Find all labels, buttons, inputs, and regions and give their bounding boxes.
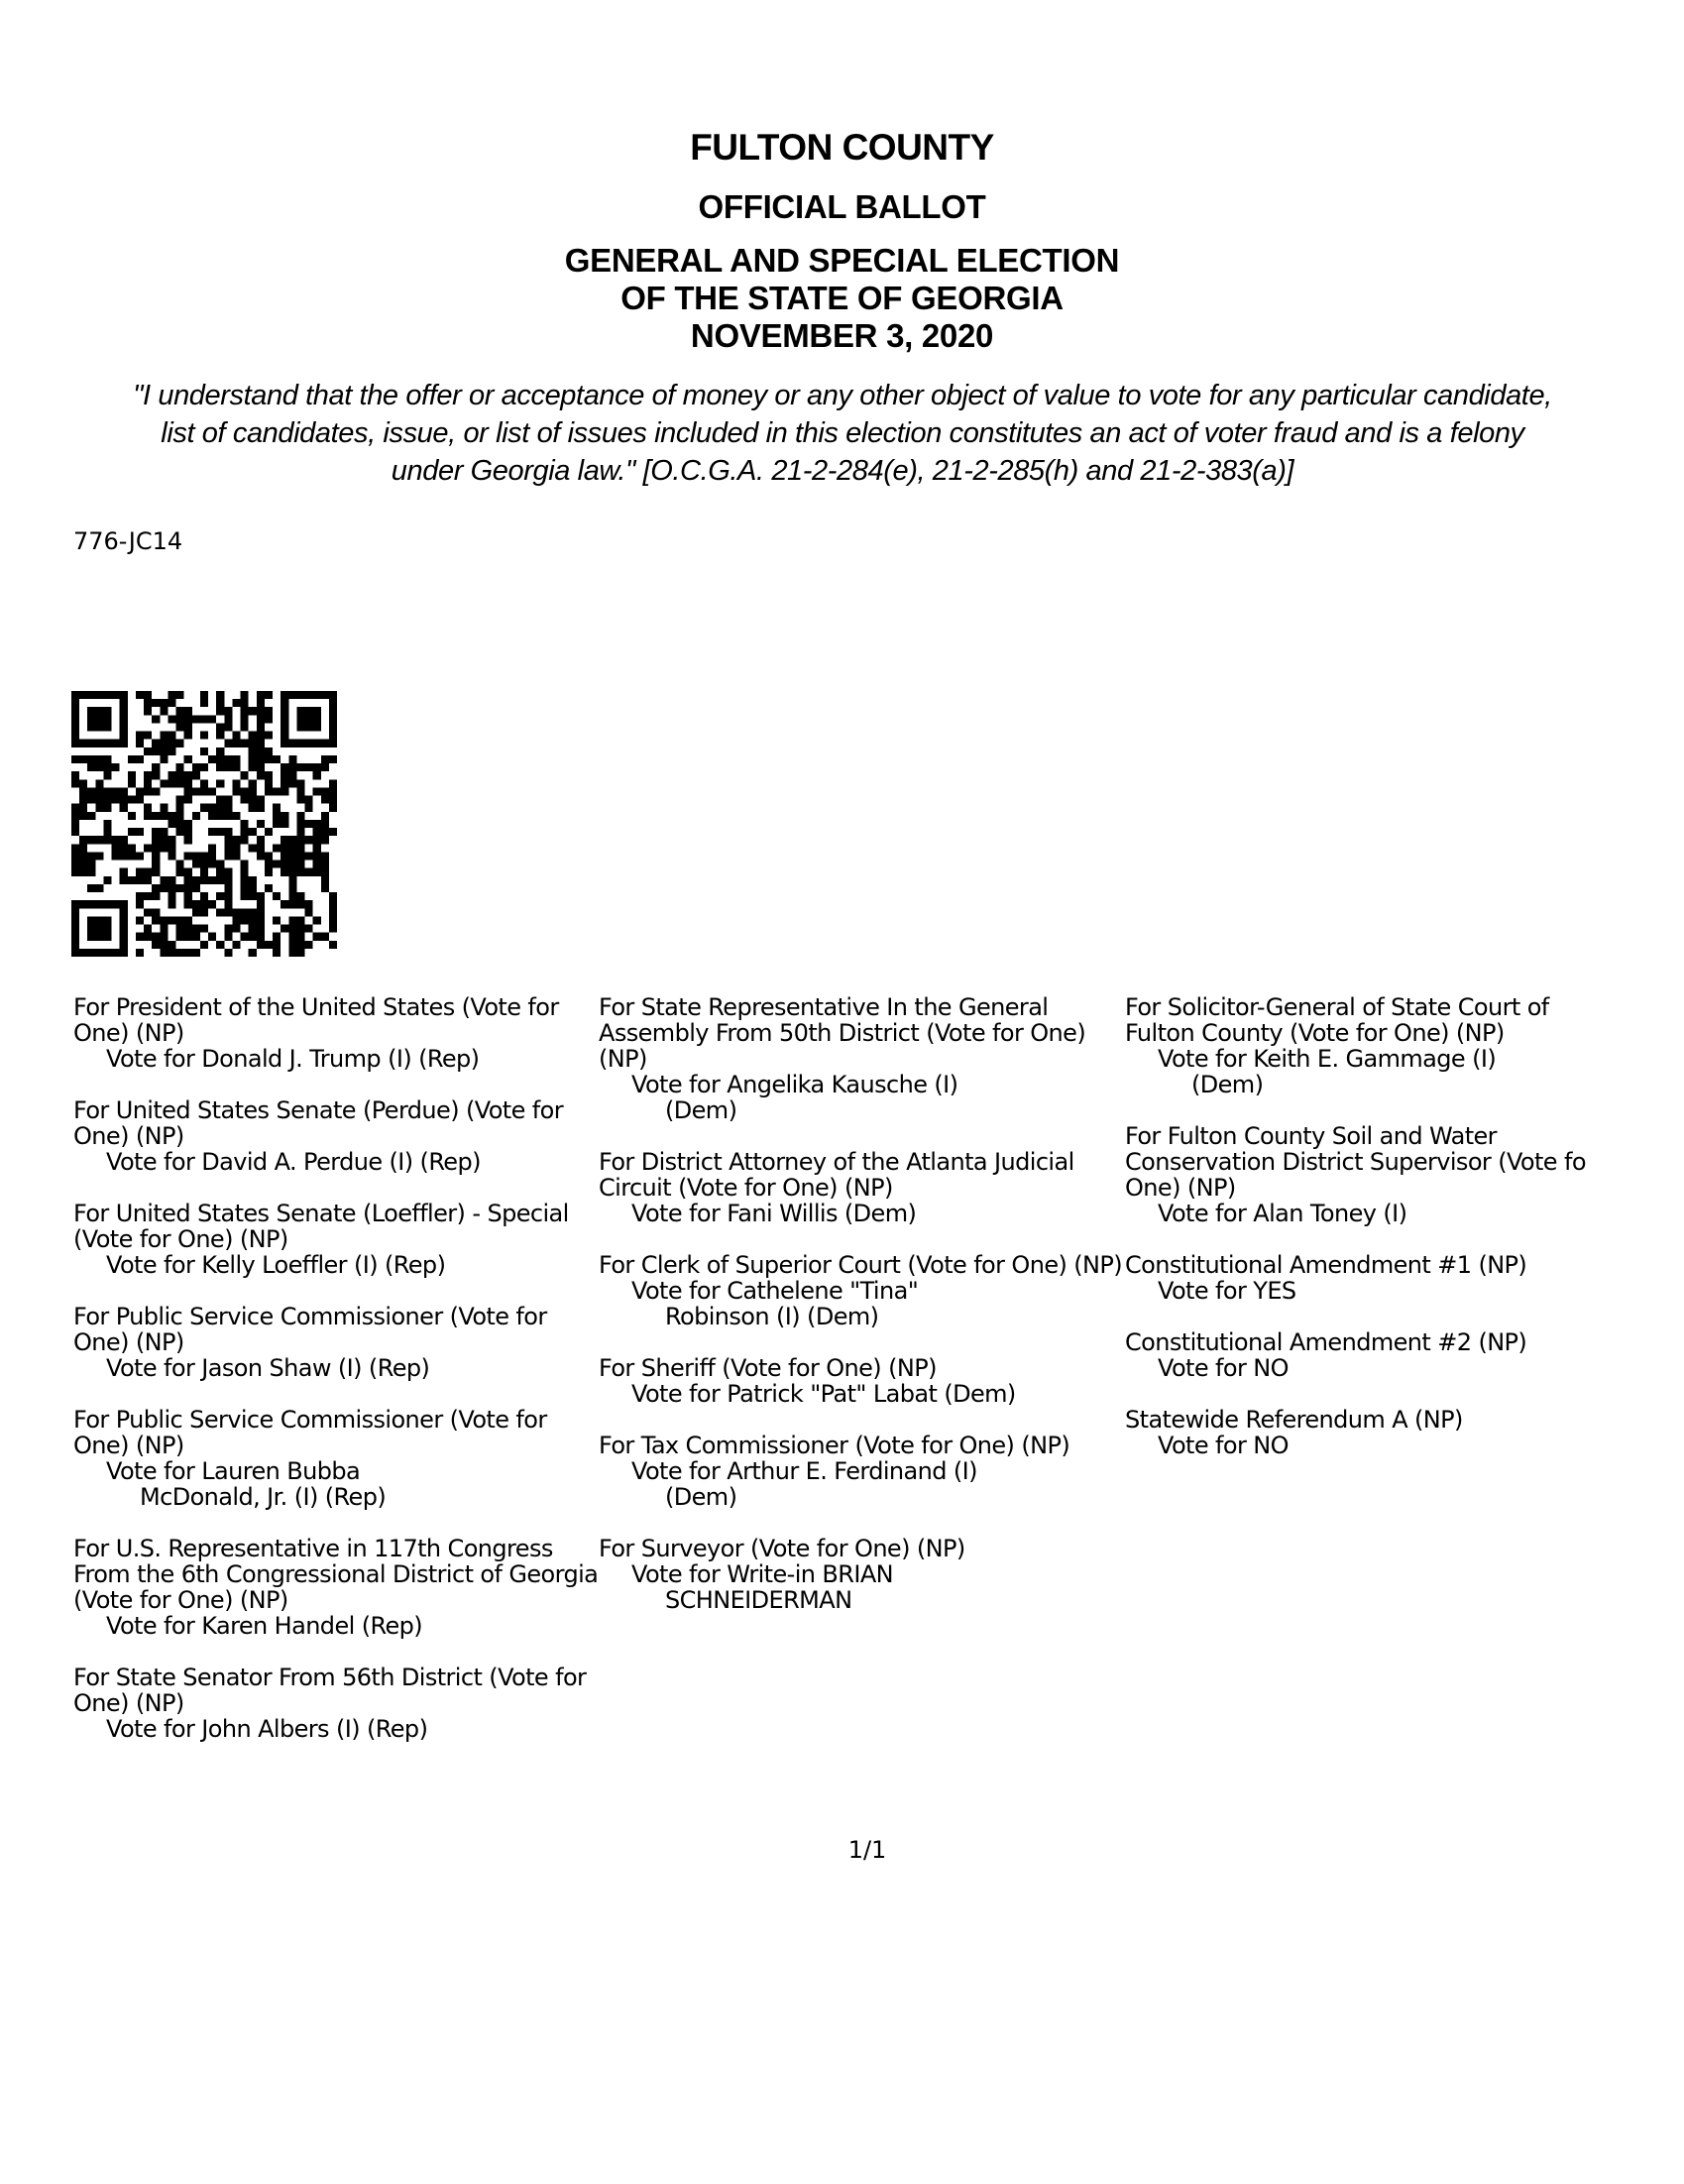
race-title: For U.S. Representative in 117th Congress From the 6th Congressional District of Georgia (Vote for One) (NP) [73, 1535, 599, 1614]
ballot-column-1 [73, 994, 599, 1768]
race-vote [599, 1278, 1124, 1329]
race-title: For Surveyor (Vote for One) (NP) [599, 1535, 965, 1562]
race-entry [73, 1097, 599, 1175]
vote-selection-cont: (Dem) [665, 1483, 737, 1511]
race-title: Constitutional Amendment #1 (NP) [1125, 1251, 1527, 1279]
ballot-type-title: OFFICIAL BALLOT [698, 188, 986, 225]
race-entry [1125, 994, 1640, 1097]
race-vote [599, 1458, 1124, 1510]
race-vote [73, 1252, 599, 1278]
race-entry [599, 1252, 1124, 1329]
vote-selection-cont: (Dem) [665, 1096, 737, 1124]
race-entry [73, 1304, 599, 1381]
race-entry [73, 994, 599, 1072]
race-title: For District Attorney of the Atlanta Judicial Circuit (Vote for One) (NP) [599, 1148, 1074, 1202]
vote-selection: Vote for Alan Toney (I) [1158, 1200, 1407, 1227]
race-title: For State Senator From 56th District (Vote for One) (NP) [73, 1664, 587, 1717]
race-title: Statewide Referendum A (NP) [1125, 1406, 1463, 1434]
race-title: For Public Service Commissioner (Vote for One) (NP) [73, 1303, 547, 1356]
vote-selection-cont: Robinson (I) (Dem) [665, 1303, 879, 1330]
race-title: For Tax Commissioner (Vote for One) (NP) [599, 1432, 1070, 1459]
vote-selection: Vote for David A. Perdue (I) (Rep) [106, 1148, 481, 1176]
race-title: Constitutional Amendment #2 (NP) [1125, 1328, 1527, 1356]
election-title-line2: OF THE STATE OF GEORGIA [620, 280, 1064, 316]
race-vote [73, 1046, 599, 1072]
voter-fraud-oath [69, 377, 1616, 490]
ballot-column-3 [1125, 994, 1640, 1484]
vote-selection: Vote for Write-in BRIAN [631, 1560, 893, 1588]
race-entry [73, 1201, 599, 1278]
race-entry [73, 1665, 599, 1742]
election-date: NOVEMBER 3, 2020 [690, 317, 994, 354]
ballot-column-2 [599, 994, 1124, 1639]
vote-selection: Vote for John Albers (I) (Rep) [106, 1715, 428, 1743]
vote-selection: Vote for Fani Willis (Dem) [631, 1200, 917, 1227]
vote-selection: Vote for Arthur E. Ferdinand (I) [631, 1457, 977, 1485]
race-title: For Solicitor-General of State Court of Fulton County (Vote for One) (NP) [1125, 993, 1549, 1047]
vote-selection-cont: (Dem) [1191, 1071, 1264, 1098]
vote-selection: Vote for Kelly Loeffler (I) (Rep) [106, 1251, 446, 1279]
race-entry [599, 1355, 1124, 1407]
race-title: For State Representative In the General Assembly From 50th District (Vote for One) (NP) [599, 993, 1086, 1073]
vote-selection: Vote for Donald J. Trump (I) (Rep) [106, 1045, 480, 1073]
race-vote [1125, 1201, 1640, 1226]
page-number: 1/1 [847, 1836, 887, 1864]
race-entry [599, 1536, 1124, 1613]
oath-line: list of candidates, issue, or list of issues included in this election constitutes an act of voter fraud and is a felony [161, 417, 1524, 449]
vote-selection: Vote for Karen Handel (Rep) [106, 1612, 423, 1640]
race-vote [73, 1355, 599, 1381]
race-vote [1125, 1278, 1640, 1304]
vote-selection: Vote for Cathelene "Tina" [631, 1277, 919, 1305]
race-vote [599, 1381, 1124, 1407]
race-vote [599, 1561, 1124, 1613]
race-entry [1125, 1123, 1640, 1226]
race-title: For United States Senate (Loeffler) - Special (Vote for One) (NP) [73, 1200, 569, 1253]
oath-line: "I understand that the offer or acceptance of money or any other object of value to vote for any particular candidate, [133, 380, 1552, 411]
ballot-id: 776-JC14 [73, 527, 183, 555]
qr-code-icon [71, 691, 337, 957]
race-vote [73, 1613, 599, 1639]
vote-selection: Vote for Patrick "Pat" Labat (Dem) [631, 1380, 1016, 1408]
election-title-line1: GENERAL AND SPECIAL ELECTION [564, 242, 1120, 279]
race-vote [73, 1149, 599, 1175]
race-title: For Sheriff (Vote for One) (NP) [599, 1354, 937, 1382]
county-title: FULTON COUNTY [690, 127, 994, 168]
vote-selection: Vote for Keith E. Gammage (I) [1158, 1045, 1497, 1073]
vote-selection: Vote for Jason Shaw (I) (Rep) [106, 1354, 430, 1382]
race-vote [73, 1716, 599, 1742]
race-entry [1125, 1329, 1640, 1381]
oath-line: under Georgia law." [O.C.G.A. 21-2-284(e), 21-2-285(h) and 21-2-383(a)] [391, 455, 1294, 487]
vote-selection: Vote for Lauren Bubba [106, 1457, 361, 1485]
vote-selection-cont: McDonald, Jr. (I) (Rep) [140, 1483, 387, 1511]
race-vote [599, 1072, 1124, 1123]
race-entry [599, 1149, 1124, 1226]
vote-selection: Vote for YES [1158, 1277, 1296, 1305]
race-title: For President of the United States (Vote for One) (NP) [73, 993, 559, 1047]
race-title: For United States Senate (Perdue) (Vote for One) (NP) [73, 1096, 563, 1150]
vote-selection: Vote for Angelika Kausche (I) [631, 1071, 958, 1098]
race-vote [73, 1458, 599, 1510]
race-vote [1125, 1355, 1640, 1381]
race-vote [1125, 1046, 1640, 1097]
race-title: For Fulton County Soil and Water Conservation District Supervisor (Vote fo One) (NP) [1125, 1122, 1586, 1202]
race-entry [1125, 1252, 1640, 1304]
race-entry [1125, 1407, 1640, 1458]
race-title: For Clerk of Superior Court (Vote for One) (NP) [599, 1251, 1123, 1279]
vote-selection: Vote for NO [1158, 1354, 1289, 1382]
race-entry [599, 1433, 1124, 1510]
race-entry [599, 994, 1124, 1123]
vote-selection: Vote for NO [1158, 1432, 1289, 1459]
race-entry [73, 1407, 599, 1510]
race-vote [599, 1201, 1124, 1226]
race-entry [73, 1536, 599, 1639]
race-title: For Public Service Commissioner (Vote for One) (NP) [73, 1406, 547, 1459]
vote-selection-cont: SCHNEIDERMAN [665, 1586, 852, 1614]
race-vote [1125, 1433, 1640, 1458]
